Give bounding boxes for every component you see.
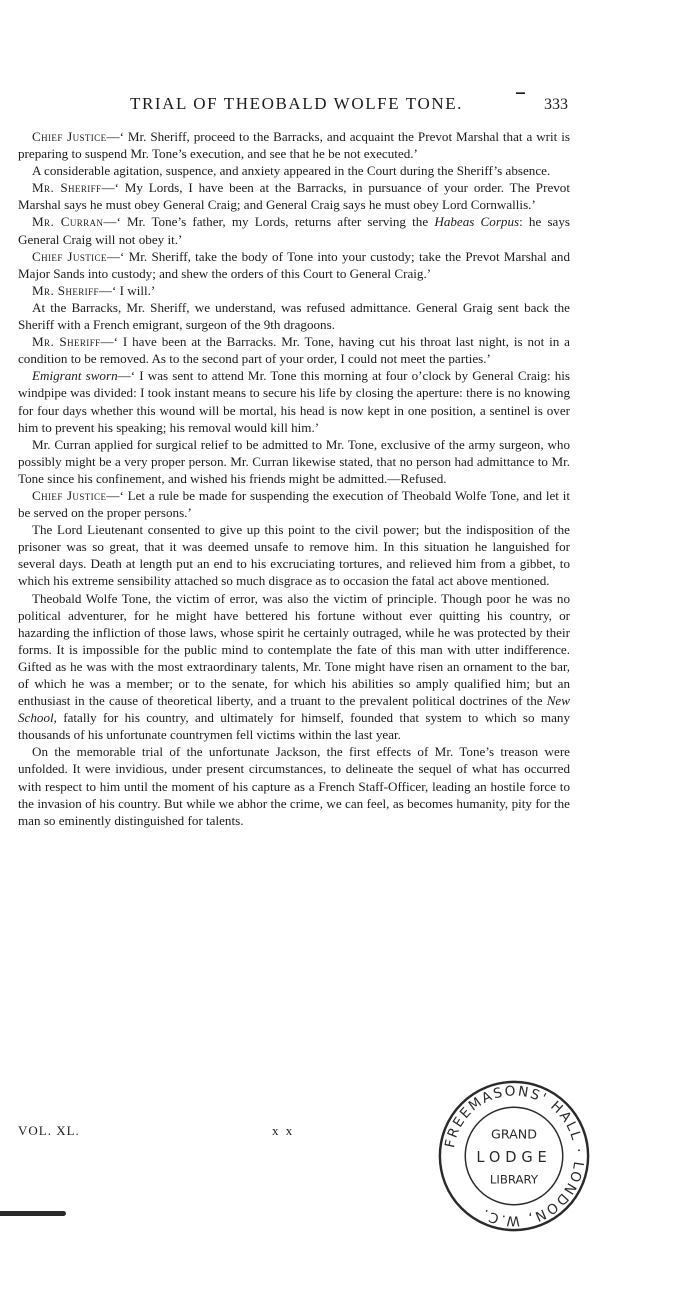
italic-term: New School <box>18 693 570 726</box>
speaker-name: Chief Justice <box>32 129 107 144</box>
paragraph: Mr. Curran applied for surgical relief to be admitted to Mr. Tone, exclusive of the army surgeon, who possibly might be a very proper person. Mr. Curran likewise stated, that no person had admittance to Mr. Tone since his confinement, and wished his friends might be admitted.—Refused. <box>18 436 570 486</box>
printer-mark: ‾ <box>516 90 525 111</box>
paragraph: Mr. Sheriff—‘ My Lords, I have been at the Barracks, in pursuance of your order. The Prevot Marshal says he must obey General Craig; and General Craig says he must obey Lord Cornwallis.’ <box>18 180 570 213</box>
speaker-name: Chief Justice <box>32 487 107 503</box>
page-number: 333 <box>544 96 568 113</box>
paragraph: A considerable agitation, suspence, and anxiety appeared in the Court during the Sheriff’s absence. <box>32 163 551 179</box>
stamp-ring-text: FREEMASONS' HALL · LONDON, W.C. <box>442 1083 587 1229</box>
speaker-name: Mr. Sheriff <box>32 282 99 298</box>
paragraph: Mr. Curran—‘ Mr. Tone’s father, my Lords, returns after serving the Habeas Corpus: he says General Craig will not obey it.’ <box>18 214 571 247</box>
library-stamp <box>436 1078 592 1234</box>
library-stamp-graphic <box>436 1078 592 1234</box>
page-header <box>130 90 570 122</box>
paragraph: On the memorable trial of the unfortunate Jackson, the first effects of Mr. Tone’s treason were unfolded. It were invidious, under present circumstances, to delineate the sequel of what has occurred with respect to him until the moment of his capture as a French Staff-Officer, leading an hostile force to the invasion of his country. But while we abhor the crime, we can feel, as becomes humanity, pity for the man so eminently distinguished for talents. <box>18 744 570 828</box>
paragraph: Chief Justice—‘ Let a rule be made for suspending the execution of Theobald Wolfe Tone, and let it be served on the proper persons.’ <box>18 487 570 521</box>
paragraph: Mr. Sheriff—‘ I have been at the Barracks. Mr. Tone, having cut his throat last night, is not in a condition to be removed. As to the second part of your order, I could not meet the parties.’ <box>18 334 570 367</box>
paragraph: At the Barracks, Mr. Sheriff, we understand, was refused admittance. General Graig sent back the Sheriff with a French emigrant, surgeon of the 9th dragoons. <box>18 299 570 333</box>
volume-mark: VOL. XL. <box>18 1123 80 1138</box>
body-text <box>18 128 570 829</box>
speaker-name: Mr. Curran <box>32 214 104 230</box>
speaker-name: Chief Justice <box>32 248 107 264</box>
signature-mark: x x <box>272 1123 295 1138</box>
speaker-name: Mr. Sheriff <box>32 334 101 350</box>
stamp-line-3: LIBRARY <box>489 1172 539 1187</box>
page-edge-mark <box>0 1211 66 1216</box>
italic-term: Habeas Corpus <box>434 214 520 230</box>
running-title: TRIAL OF THEOBALD WOLFE TONE. <box>130 94 464 113</box>
paragraph: The Lord Lieutenant consented to give up this point to the civil power; but the indisposition of the prisoner was so great, that it was deemed unsafe to remove him. In this situation he languished for several days. Death at length put an end to his excruciating tortures, and relieved him from a gibbet, to which his extreme sensibility attached so much disgrace as to occasion the fatal act above mentioned. <box>18 522 570 589</box>
paragraph: Emigrant sworn—‘ I was sent to attend Mr. Tone this morning at four o’clock by General Craig: his windpipe was divided: I took instant means to secure his life by closing the aperture: there is no knowing for four days whether this wound will be mortal, his head is now kept in one position, a sentinel is over him to prevent his speaking; his removal would kill him.’ <box>18 368 571 435</box>
italic-term: Emigrant sworn <box>32 368 118 384</box>
paragraph: Chief Justice—‘ Mr. Sheriff, proceed to the Barracks, and acquaint the Prevot Marshal that a writ is preparing to suspend Mr. Tone’s execution, and see that he be not executed.’ <box>18 129 570 162</box>
stamp-line-2: LODGE <box>476 1148 552 1166</box>
stamp-line-1: GRAND <box>491 1126 537 1142</box>
paragraph: Chief Justice—‘ Mr. Sheriff, take the body of Tone into your custody; take the Prevot Marshal and Major Sands into custody; and shew the orders of this Court to General Craig.’ <box>18 248 570 281</box>
speaker-name: Mr. Sheriff <box>32 180 102 196</box>
page-footer <box>18 1123 448 1143</box>
paragraph: Theobald Wolfe Tone, the victim of error, was also the victim of principle. Though poor he was no political adventurer, for he might have bettered his fortune without ever quitting his country, or hazarding the infliction of those laws, whose spirit he certainly outraged, while he was protected by their forms. It is impossible for the public mind to contemplate the fate of this man with utter indifference. Gifted as he was with the most extraordinary talents, Mr. Tone might have risen an ornament to the bar, of which he was a member; or to the senate, for which his abilities so amply qualified him; but an enthusiast in the cause of theoretical liberty, and a truant to the prevalent political doctrines of the New School, fatally for his country, and ultimately for himself, founded that system to which so many thousands of his unfortunate countrymen fell victims within the last year. <box>18 590 570 743</box>
paragraph: Mr. Sheriff—‘ I will.’ <box>32 282 156 298</box>
